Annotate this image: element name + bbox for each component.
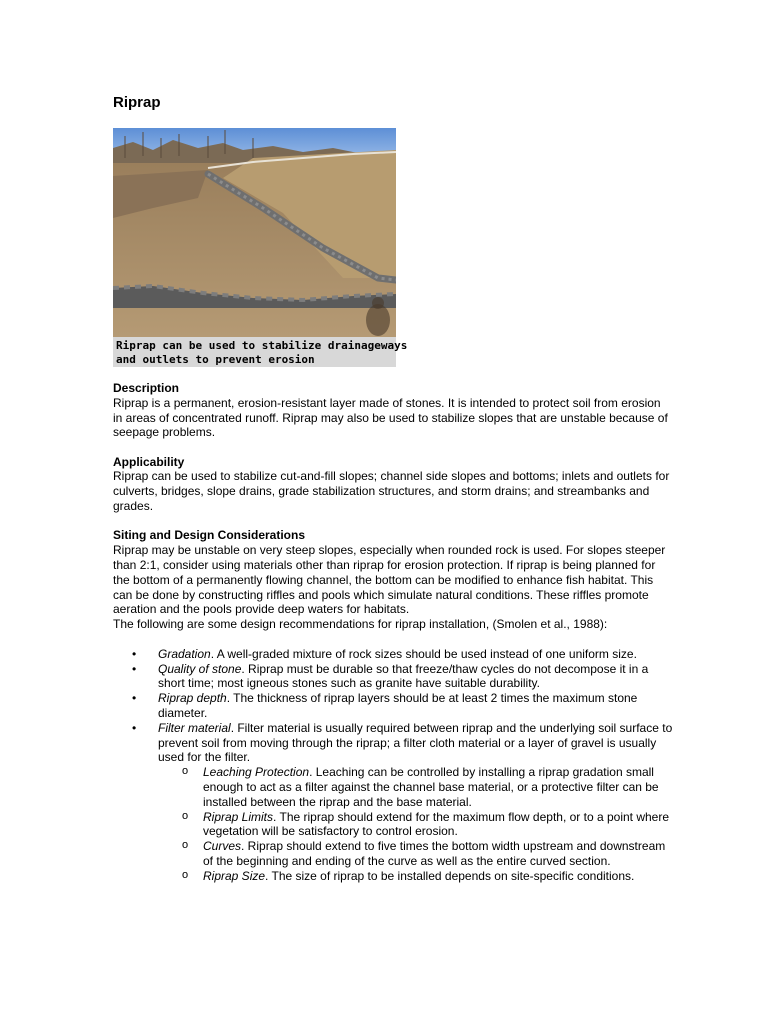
siting-paragraph-1: Riprap may be unstable on very steep slopes, especially when rounded rock is used. For slopes steeper than 2:1, consider using materials other than riprap for erosion protection. If riprap is being planned for the bottom of a permanently flowing channel, the bottom can be modified to enhance fish habitat. This can be done by constructing riffles and pools which simulate natural conditions. These riffles promote aeration and the pools provide deep waters for habitats. xyxy=(113,543,666,617)
list-item xyxy=(113,721,673,884)
siting-section xyxy=(113,528,673,883)
list-item-term: Filter material xyxy=(158,720,231,735)
filter-sublist xyxy=(158,765,673,883)
list-item-text: . The thickness of riprap layers should be at least 2 times the maximum stone diameter. xyxy=(158,691,638,720)
applicability-heading: Applicability xyxy=(113,454,185,469)
list-item xyxy=(113,647,673,662)
applicability-section xyxy=(113,455,673,514)
description-section xyxy=(113,381,673,440)
figure-caption xyxy=(113,337,408,367)
sub-list-item xyxy=(158,810,673,840)
sub-item-term: Riprap Limits xyxy=(203,809,274,824)
sub-list-item xyxy=(158,839,673,869)
list-item-term: Riprap depth xyxy=(158,691,227,706)
sub-item-term: Leaching Protection xyxy=(203,765,310,780)
sub-item-text: . Riprap should extend to five times the bottom width upstream and downstream of the beginning and ending of the curve as well as the entire curved section. xyxy=(203,839,666,868)
caption-line-2: and outlets to prevent erosion xyxy=(116,353,315,366)
recommendations-list xyxy=(113,647,673,884)
sub-list-item xyxy=(158,765,673,809)
list-item xyxy=(113,662,673,692)
page-title: Riprap xyxy=(113,94,161,111)
siting-paragraph-2: The following are some design recommendations for riprap installation, (Smolen et al., 1988): xyxy=(113,617,608,632)
sub-item-text: . The riprap should extend for the maximum flow depth, or to a point where vegetation will be satisfactory to control erosion. xyxy=(203,809,670,839)
description-text: Riprap is a permanent, erosion-resistant layer made of stones. It is intended to protect soil from erosion in areas of concentrated runoff. Riprap may also be used to stabilize slopes that are unstable because of seepage problems. xyxy=(113,395,668,440)
list-item xyxy=(113,691,673,721)
sub-item-text: . Leaching can be controlled by installing a riprap gradation small enough to act as a filter against the channel base material, or a protective filter can be installed between the riprap and the base material. xyxy=(203,765,659,809)
description-heading: Description xyxy=(113,381,180,395)
sub-list-item xyxy=(158,869,673,884)
list-item-text: . A well-graded mixture of rock sizes should be used instead of one uniform size. xyxy=(210,646,637,661)
siting-heading: Siting and Design Considerations xyxy=(113,528,306,543)
list-item-text: . Filter material is usually required between riprap and the underlying soil surface to prevent soil from moving through the riprap; a filter cloth material or a layer of gravel is usually used for the filter. xyxy=(158,720,673,765)
applicability-text: Riprap can be used to stabilize cut-and-fill slopes; channel side slopes and bottoms; inlets and outlets for culverts, bridges, slope drains, grade stabilization structures, and storm drains; and streambanks and grades. xyxy=(113,469,670,514)
sub-item-term: Curves xyxy=(203,839,242,854)
caption-line-1: Riprap can be used to stabilize drainageways xyxy=(116,339,408,352)
list-item-text: . Riprap must be durable so that freeze/thaw cycles do not decompose it in a short time; most igneous stones such as granite have suitable durability. xyxy=(158,661,649,691)
list-item-term: Gradation xyxy=(158,646,211,661)
riprap-photo xyxy=(113,128,396,337)
sub-item-text: . The size of riprap to be installed depends on site-specific conditions. xyxy=(265,868,635,883)
riprap-figure xyxy=(113,128,408,367)
document-body xyxy=(113,381,673,884)
sub-item-term: Riprap Size xyxy=(203,868,266,883)
list-item-term: Quality of stone xyxy=(158,661,242,676)
